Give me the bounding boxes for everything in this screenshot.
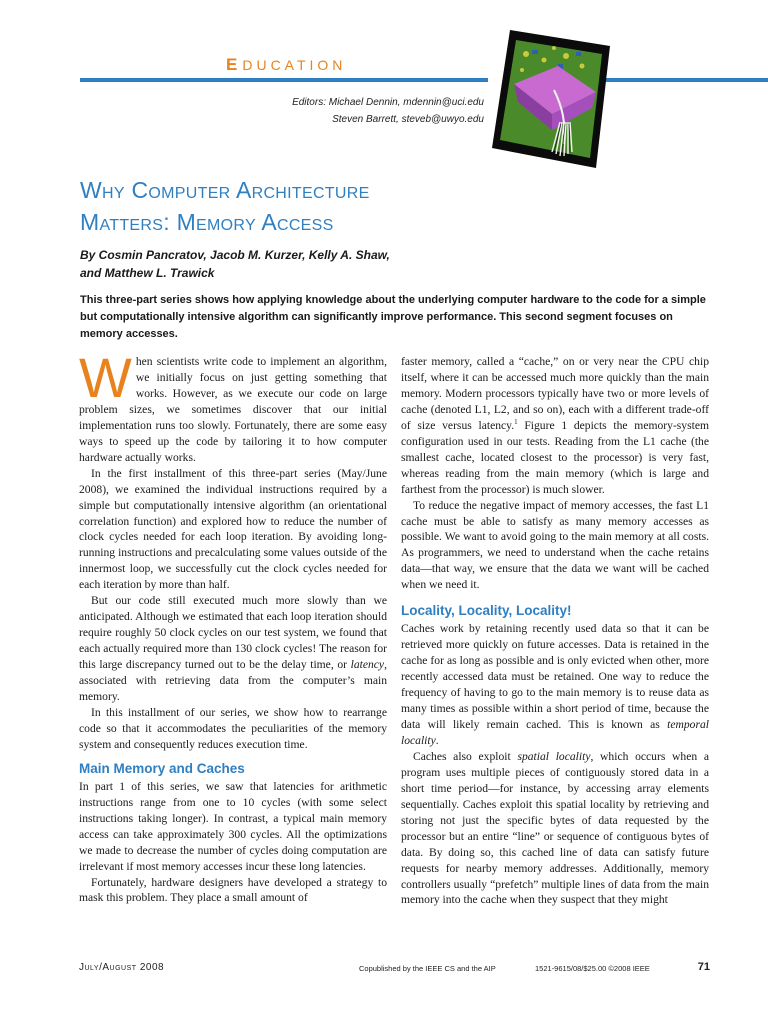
paragraph: To reduce the negative impact of memory accesses, the fast L1 cache must be able to satisfy as many memory accesses as possible. We want to avoid going to the main memory at all costs. As programmers, we need to understand when the cache retains data—that way, we ensure that the data we want will be cached when we need it. [401, 498, 709, 592]
paragraph [401, 749, 709, 909]
editors-line-2: Steven Barrett, steveb@uwyo.edu [332, 114, 484, 125]
byline-line-2: and Matthew L. Trawick [80, 266, 215, 280]
reference-marker: 1 [514, 417, 518, 426]
title-line-1: Why Computer Architecture [80, 177, 370, 203]
byline [80, 246, 410, 282]
paragraph-text: Figure 1 depicts the memory-system configuration used in our tests. Reading from the L1 cache (the smallest cache, located closest to the processor) is very fast, whereas reading from the main memory (which is large and farthest from the processor) is much slower. [401, 418, 710, 496]
paragraph [401, 354, 709, 498]
section-heading: Main Memory and Caches [79, 760, 245, 776]
header-rule [80, 78, 488, 82]
department-label [226, 55, 346, 75]
header-rule-right [605, 78, 768, 82]
paragraph-text: Caches also exploit [413, 749, 518, 763]
paragraph [79, 346, 387, 466]
issn-copyright: 1521-9615/08/$25.00 ©2008 IEEE [535, 964, 650, 973]
editors-line-1: Editors: Michael Dennin, mdennin@uci.edu [292, 97, 484, 108]
paragraph-text: . [435, 733, 439, 747]
editors-block [184, 94, 484, 128]
paragraph [401, 621, 709, 749]
page-number: 71 [697, 961, 710, 973]
byline-line-1: By Cosmin Pancratov, Jacob M. Kurzer, Kelly A. Shaw, [80, 248, 390, 262]
title-line-2: Matters: Memory Access [80, 209, 334, 235]
copublisher-note: Copublished by the IEEE CS and the AIP [359, 964, 496, 973]
emphasis-term: spatial locality [517, 749, 591, 763]
paragraph-text: Caches work by retaining recently used data so that it can be retrieved more quickly on future accesses. Data is retained in the cache for as long as possible and is only evicted when other, more recently accessed data must be retained. One way to reduce the frequency of having to go to the main memory is to reuse data as many times as possible within a short period of time, because the data will likely remain cached. This is known as [401, 622, 709, 731]
section-heading: Locality, Locality, Locality! [401, 603, 572, 619]
article-title [80, 174, 440, 238]
dept-rest: DUCATION [242, 57, 347, 73]
paragraph-text: faster memory, called a “cache,” on or very near the CPU chip itself, where it can be accessed much more quickly than the main memory. Modern processors typically have two or more levels of cache (denoted L1, L2, and so on), each with a different trade-off of size versus latency. [401, 355, 709, 432]
dept-initial: E [226, 55, 243, 74]
paragraph [79, 593, 387, 705]
column-left [79, 346, 387, 906]
paragraph: In part 1 of this series, we saw that latencies for arithmetic instructions range from one to 10 cycles (with some select instructions taking longer). In contrast, a typical main memory access can take approximately 300 cycles. All the optimizations we made to decrease the number of cycles doing computation are irrelevant if most memory accesses incur these long latencies. [79, 779, 387, 873]
paragraph: Fortunately, hardware designers have developed a strategy to mask this problem. They place a small amount of [79, 875, 387, 905]
issue-date: July/August 2008 [79, 962, 165, 973]
paragraph: In this installment of our series, we show how to rearrange code so that it accommodates the peculiarities of the memory system and consequently reduces execution time. [79, 705, 387, 751]
emphasis-term: latency [350, 658, 385, 672]
paragraph-text: , associated with retrieving data from the computer’s main memory. [79, 658, 387, 704]
paragraph-text: , which occurs when a program uses multiple pieces of contiguously stored data in a short time period—for instance, by accessing array elements sequentially. Caches exploit this spatial locality by retrieving and storing not just the specific bytes of data requested by the processor but an entire “line” or sequence of contiguous bytes of data. By doing so, this cached line of data can satisfy future requests for nearby memory addresses. Additionally, memory controllers usually “prefetch” multiple lines of data from the main memory into the cache when they suspect that they might [401, 749, 709, 907]
column-right [401, 354, 709, 908]
page-footer [79, 962, 710, 978]
drop-cap: W [79, 346, 132, 409]
paragraph-text: hen scientists write code to implement an algorithm, we initially focus on just getting something that works. However, as we execute our code on large problem sizes, we sometimes discover that our initial implementation runs too slowly. Fortunately, there are some easy ways to speed up the code by tailoring it to how computer hardware actually works. [79, 355, 387, 464]
abstract: This three-part series shows how applying knowledge about the underlying computer hardware to the code for a simple but computationally intensive algorithm can significantly improve performance. This second segment focuses on memory accesses. [80, 294, 706, 340]
emphasis-term: temporal locality [401, 717, 709, 747]
paragraph: In the first installment of this three-part series (May/June 2008), we examined the individual instructions required by a simple but computationally intensive algorithm (an orientational correlation function) and explored how to reduce the number of clock cycles needed for each loop iteration. By avoiding long-running instructions and precalculating some values outside of the innermost loop, we successfully cut the clock cycles needed for each iteration by more than half. [79, 466, 387, 592]
graduation-cap-illustration-icon [492, 26, 612, 168]
paragraph-text: But our code still executed much more slowly than we anticipated. Although we estimated that each loop iteration should require roughly 50 clock cycles on our test system, we found that each actually required more than 130 clock cycles! The reason for this large discrepancy turned out to be the delay time, or [79, 594, 387, 672]
